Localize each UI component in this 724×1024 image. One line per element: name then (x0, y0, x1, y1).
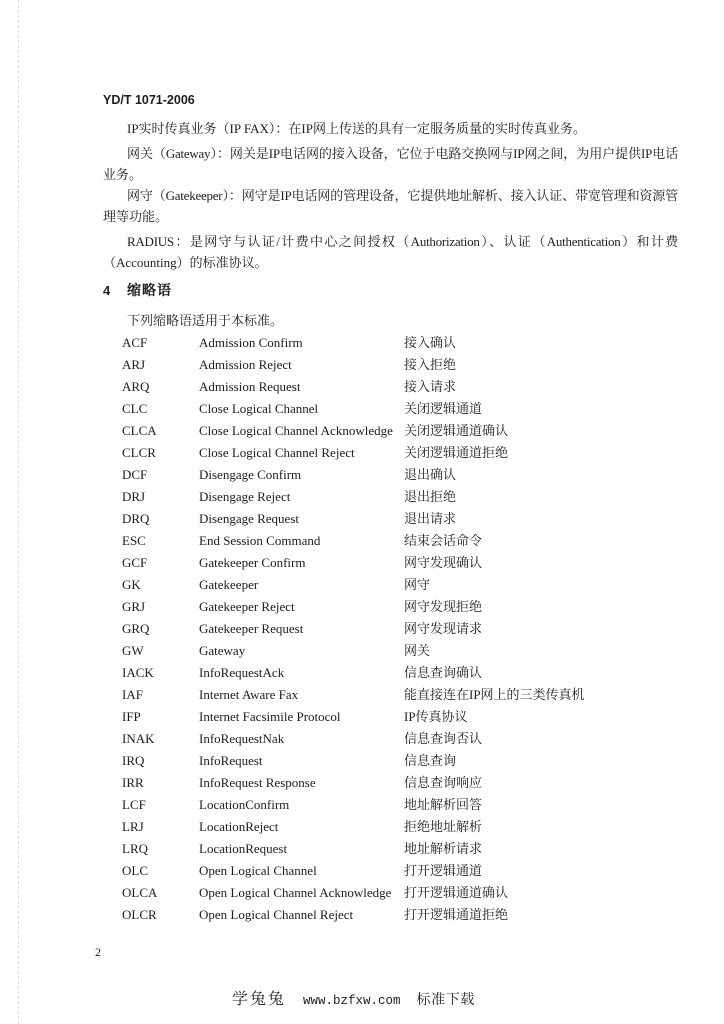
abbreviation-code: OLCA (122, 885, 158, 900)
abbreviation-code: GW (122, 643, 144, 658)
abbreviation-chinese: 网关 (404, 643, 431, 658)
abbreviation-chinese: 信息查询否认 (404, 731, 483, 746)
abbreviation-chinese: 打开逻辑通道 (404, 863, 483, 878)
abbreviation-english: Gatekeeper Confirm (199, 555, 306, 570)
definition-gatekeeper (103, 185, 678, 227)
abbreviation-code: GK (122, 577, 141, 592)
abbreviation-english: Gatekeeper Reject (199, 599, 295, 614)
abbreviation-row (0, 552, 724, 574)
definition-line: 理等功能。 (103, 209, 169, 224)
definition-radius (103, 231, 678, 273)
definition-line: （Accounting）的标准协议。 (103, 255, 268, 270)
abbreviation-row (0, 376, 724, 398)
abbreviation-chinese: 退出确认 (404, 467, 457, 482)
abbreviation-row (0, 706, 724, 728)
abbreviation-row (0, 640, 724, 662)
abbreviation-row (0, 838, 724, 860)
abbreviation-english: Gateway (199, 643, 246, 658)
abbreviation-english: Admission Request (199, 379, 301, 394)
abbreviation-row (0, 574, 724, 596)
abbreviation-code: CLCA (122, 423, 157, 438)
abbreviation-code: ACF (122, 335, 148, 350)
abbreviation-code: LCF (122, 797, 146, 812)
abbreviation-chinese: 网守发现确认 (404, 555, 483, 570)
abbreviation-chinese: 关闭逻辑通道拒绝 (404, 445, 509, 460)
footer-tagline: 标准下载 (416, 993, 475, 1008)
abbreviation-row (0, 596, 724, 618)
abbreviation-english: Open Logical Channel (199, 863, 317, 878)
abbreviation-english: LocationConfirm (199, 797, 290, 812)
abbreviation-code: IRR (122, 775, 144, 790)
definition-line: 业务。 (103, 167, 143, 182)
abbreviation-code: DCF (122, 467, 148, 482)
abbreviation-chinese: 打开逻辑通道确认 (404, 885, 509, 900)
abbreviation-english: Close Logical Channel Reject (199, 445, 355, 460)
abbreviation-code: GRJ (122, 599, 146, 614)
definition-line: 网关（Gateway）：网关是IP电话网的接入设备，它位于电路交换网与IP网之间，为用户提供IP电话 (127, 146, 678, 161)
definition-ip-fax (103, 118, 678, 139)
abbreviation-code: ARJ (122, 357, 146, 372)
abbreviation-chinese: 信息查询 (404, 753, 457, 768)
abbreviation-row (0, 354, 724, 376)
abbreviation-chinese: 关闭逻辑通道确认 (404, 423, 509, 438)
abbreviation-code: IACK (122, 665, 154, 680)
abbreviation-row (0, 816, 724, 838)
section-heading (103, 280, 172, 301)
section-intro: 下列缩略语适用于本标准。 (127, 313, 284, 328)
abbreviation-chinese: 网守 (404, 577, 431, 592)
abbreviation-chinese: 退出请求 (404, 511, 457, 526)
abbreviation-chinese: IP传真协议 (404, 709, 468, 724)
abbreviation-chinese: 拒绝地址解析 (404, 819, 483, 834)
abbreviation-table (0, 332, 724, 926)
abbreviation-code: GRQ (122, 621, 150, 636)
section-number: 4 (103, 283, 111, 298)
abbreviation-english: Admission Confirm (199, 335, 303, 350)
abbreviation-english: LocationReject (199, 819, 279, 834)
abbreviation-english: Close Logical Channel (199, 401, 319, 416)
abbreviation-english: Internet Facsimile Protocol (199, 709, 341, 724)
abbreviation-english: Close Logical Channel Acknowledge (199, 423, 393, 438)
abbreviation-code: IRQ (122, 753, 145, 768)
abbreviation-chinese: 退出拒绝 (404, 489, 457, 504)
abbreviation-code: CLCR (122, 445, 156, 460)
abbreviation-row (0, 728, 724, 750)
abbreviation-english: Admission Reject (199, 357, 292, 372)
abbreviation-english: End Session Command (199, 533, 321, 548)
abbreviation-english: InfoRequest (199, 753, 263, 768)
abbreviation-code: DRJ (122, 489, 146, 504)
definition-line: 网守（Gatekeeper）：网守是IP电话网的管理设备，它提供地址解析、接入认证、带宽管理和资源管 (127, 188, 678, 203)
abbreviation-code: OLC (122, 863, 148, 878)
abbreviation-code: IFP (122, 709, 141, 724)
abbreviation-chinese: 接入确认 (404, 335, 457, 350)
abbreviation-english: Disengage Request (199, 511, 300, 526)
abbreviation-chinese: 地址解析请求 (404, 841, 483, 856)
abbreviation-english: LocationRequest (199, 841, 288, 856)
abbreviation-chinese: 网守发现拒绝 (404, 599, 483, 614)
document-code: YD/T 1071-2006 (103, 93, 195, 107)
abbreviation-code: ARQ (122, 379, 150, 394)
abbreviation-row (0, 794, 724, 816)
footer-url: www.bzfxw.com (303, 994, 401, 1008)
abbreviation-english: InfoRequestAck (199, 665, 285, 680)
abbreviation-row (0, 442, 724, 464)
abbreviation-code: INAK (122, 731, 155, 746)
abbreviation-chinese: 能直接连在IP网上的三类传真机 (404, 687, 585, 702)
definition-line: RADIUS：是网守与认证/计费中心之间授权（Authorization）、认证（Authentication）和计费 (127, 234, 678, 249)
abbreviation-row (0, 750, 724, 772)
abbreviation-row (0, 882, 724, 904)
abbreviation-code: LRQ (122, 841, 148, 856)
abbreviation-code: ESC (122, 533, 146, 548)
abbreviation-english: InfoRequest Response (199, 775, 316, 790)
abbreviation-chinese: 信息查询确认 (404, 665, 483, 680)
abbreviation-code: DRQ (122, 511, 150, 526)
abbreviation-row (0, 508, 724, 530)
abbreviation-row (0, 860, 724, 882)
abbreviation-english: Gatekeeper (199, 577, 259, 592)
abbreviation-english: Disengage Confirm (199, 467, 302, 482)
abbreviation-chinese: 结束会话命令 (404, 533, 483, 548)
abbreviation-row (0, 420, 724, 442)
page-number: 2 (95, 945, 101, 959)
abbreviation-row (0, 618, 724, 640)
section-title: 缩略语 (127, 282, 172, 298)
abbreviation-row (0, 332, 724, 354)
abbreviation-row (0, 464, 724, 486)
footer-site-name: 学兔兔 (232, 991, 287, 1008)
definition-gateway (103, 143, 678, 185)
abbreviation-code: CLC (122, 401, 148, 416)
abbreviation-chinese: 接入请求 (404, 379, 457, 394)
abbreviation-chinese: 地址解析回答 (404, 797, 483, 812)
abbreviation-chinese: 接入拒绝 (404, 357, 457, 372)
abbreviation-english: InfoRequestNak (199, 731, 285, 746)
abbreviation-english: Gatekeeper Request (199, 621, 304, 636)
footer-watermark (232, 986, 475, 1006)
abbreviation-row (0, 904, 724, 926)
abbreviation-code: GCF (122, 555, 148, 570)
definition-line: IP实时传真业务（IP FAX）：在IP网上传送的具有一定服务质量的实时传真业务。 (127, 121, 586, 136)
abbreviation-english: Disengage Reject (199, 489, 291, 504)
abbreviation-english: Internet Aware Fax (199, 687, 299, 702)
abbreviation-row (0, 684, 724, 706)
abbreviation-row (0, 662, 724, 684)
abbreviation-english: Open Logical Channel Acknowledge (199, 885, 392, 900)
abbreviation-code: OLCR (122, 907, 157, 922)
abbreviation-row (0, 486, 724, 508)
abbreviation-code: IAF (122, 687, 143, 702)
abbreviation-chinese: 关闭逻辑通道 (404, 401, 483, 416)
abbreviation-row (0, 530, 724, 552)
abbreviation-row (0, 772, 724, 794)
abbreviation-code: LRJ (122, 819, 144, 834)
abbreviation-chinese: 网守发现请求 (404, 621, 483, 636)
abbreviation-chinese: 信息查询响应 (404, 775, 483, 790)
abbreviation-row (0, 398, 724, 420)
abbreviation-english: Open Logical Channel Reject (199, 907, 354, 922)
abbreviation-chinese: 打开逻辑通道拒绝 (404, 907, 509, 922)
